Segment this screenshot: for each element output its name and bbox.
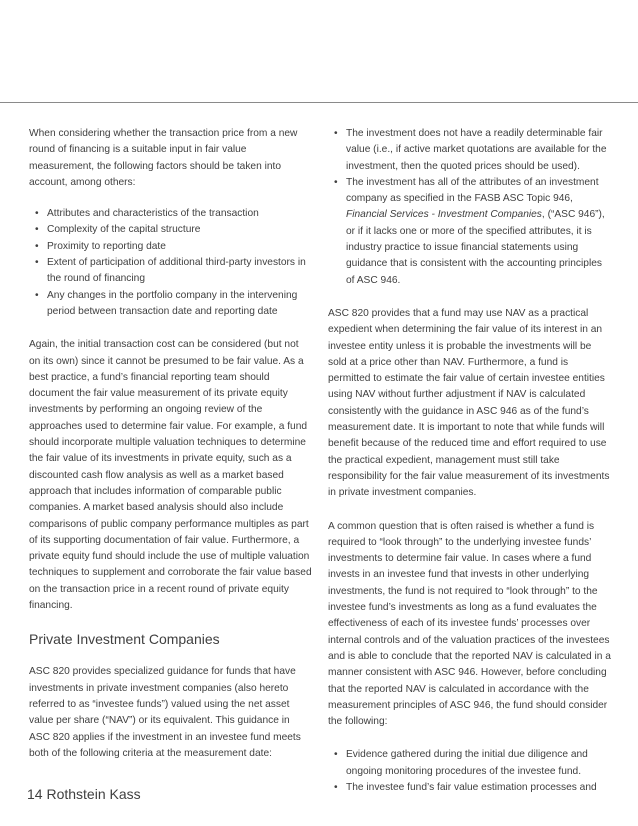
list-item: • Any changes in the portfolio company in the intervening period between transaction date and reporting date: [29, 288, 312, 321]
factors-list: [29, 206, 312, 320]
criteria-text: The investment has all of the attributes of an investment company as specified in the FASB ASC Topic 946,: [346, 176, 599, 205]
firm-name: Rothstein Kass: [46, 786, 141, 802]
section-heading: Private Investment Companies: [29, 631, 220, 648]
list-item: • Complexity of the capital structure: [29, 222, 312, 238]
list-item: • Extent of participation of additional third-party investors in the round of financing: [29, 255, 312, 288]
list-item: [328, 175, 611, 289]
criteria-list: [328, 126, 611, 289]
list-item: • The investee fund’s fair value estimation processes and: [328, 780, 611, 796]
look-through-paragraph: A common question that is often raised is whether a fund is required to “look through” to the underlying investee funds’ investments to determine fair value. In cases where a fund invests in an investee fund that invests in other underlying investments, the fund is not required to “look through” to the investee fund’s investments as long as a fund evaluates the effectiveness of each of its investee funds’ processes over internal controls and of the valuation practices of the investees and is able to conclude that the reported NAV is calculated in a manner consistent with ASC 946. However, before concluding that the reported NAV is calculated in accordance with the measurement principles of ASC 946, the fund should consider the following:: [328, 520, 611, 728]
header-rule: [0, 102, 638, 103]
left-column: [29, 126, 312, 762]
right-column: [328, 126, 611, 796]
transaction-cost-paragraph: Again, the initial transaction cost can be considered (but not on its own) since it cannot be presumed to be fair value. As a best practice, a fund’s financial reporting team should document the fair value measurement of its private equity investments by performing an ongoing review of the approaches used to determine fair value. For example, a fund should incorporate multiple valuation techniques to determine the fair value of its investments in private equity, such as a discounted cash flow analysis as well as a market based approach that includes information of comparable public companies. A market based analysis should also include comparisons of public company performance multiples as part of its supporting documentation of fair value. Furthermore, a private equity fund should include the use of multiple valuation techniques to supplement and corroborate the fair value based on the transaction price in a recent round of private equity financing.: [29, 339, 312, 612]
page-number: 14: [27, 786, 43, 802]
list-item: • The investment does not have a readily determinable fair value (i.e., if active market quotations are available for the investment, then the quoted prices should be used).: [328, 126, 611, 175]
list-item: • Evidence gathered during the initial due diligence and ongoing monitoring procedures of the investee fund.: [328, 747, 611, 780]
practical-expedient-paragraph: ASC 820 provides that a fund may use NAV as a practical expedient when determining the fair value of its interest in an investee entity unless it is probable the investments will be sold at a price other than NAV. Furthermore, a fund is permitted to estimate the fair value of certain investee entities using NAV without further adjustment if NAV is calculated consistently with the guidance in ASC 946 as of the fund’s measurement date. It is important to note that while funds will benefit because of the reduced time and effort required to use the practical expedient, management must still take responsibility for the fair value measurement of its investments in private investment companies.: [328, 307, 610, 499]
intro-paragraph: When considering whether the transaction price from a new round of financing is a suitable input in fair value measurement, the following factors should be taken into account, among others:: [29, 128, 298, 188]
list-item: • Proximity to reporting date: [29, 239, 312, 255]
considerations-list: [328, 747, 611, 796]
page-footer: [27, 785, 141, 803]
list-item: • Attributes and characteristics of the transaction: [29, 206, 312, 222]
asc-820-paragraph: ASC 820 provides specialized guidance for funds that have investments in private investment companies (also hereto referred to as “investee funds”) valued using the net asset value per share (“NAV”) or its equivalent. This guidance in ASC 820 applies if the investment in an investee fund meets both of the following criteria at the measurement date:: [29, 666, 301, 759]
topic-title: Financial Services - Investment Companies: [346, 209, 542, 221]
criteria-text: , (“ASC 946”), or if it lacks one or more of the specified attributes, it is industry practice to issue financial statements using guidance that is consistent with the accounting principles of ASC 946.: [346, 209, 605, 286]
